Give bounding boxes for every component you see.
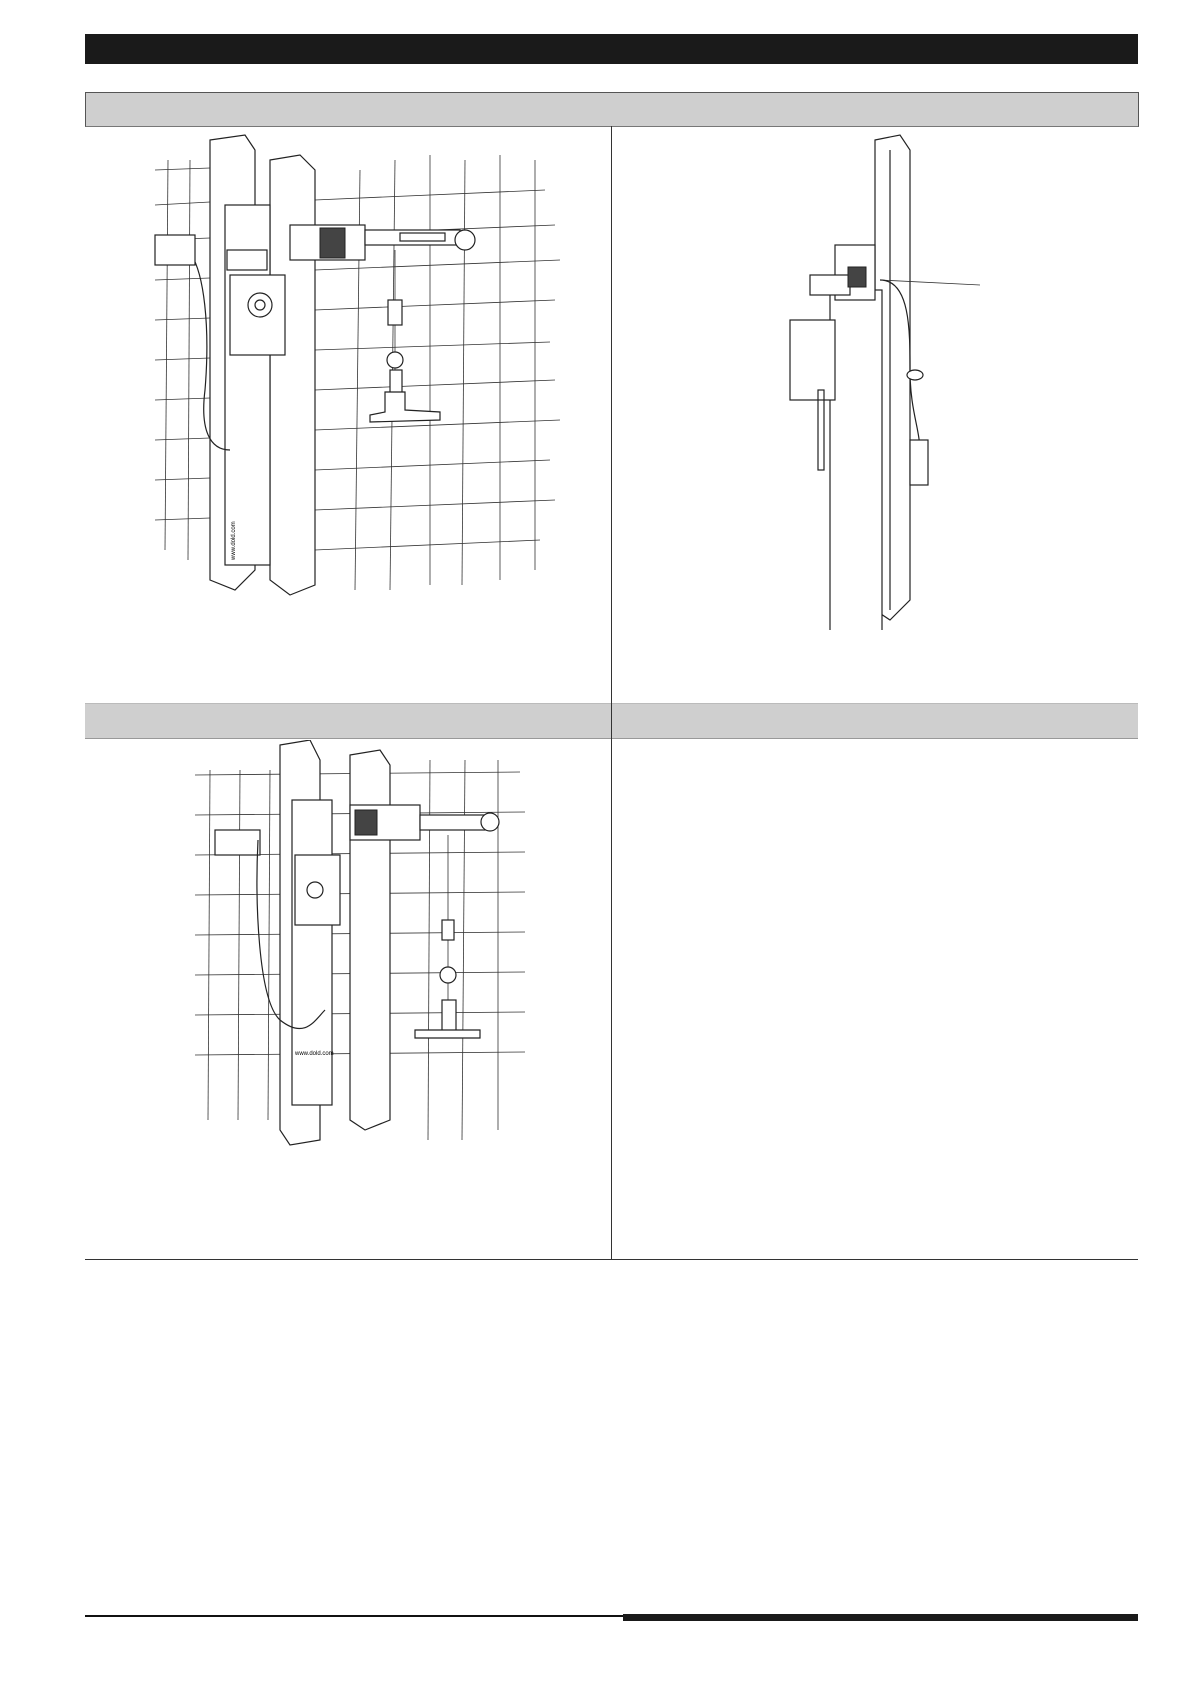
page-header-bar — [85, 34, 1138, 64]
figure-gate-mounting-side — [770, 130, 990, 630]
figure1-brand-label: www.dold.com — [231, 521, 237, 560]
footer-rule-thin — [85, 1615, 625, 1617]
panel-header-bottom-left — [85, 703, 611, 739]
figure-gate-mounting-front — [150, 130, 570, 600]
panel-header-bottom-right — [612, 703, 1138, 739]
section-bottom-rule — [85, 1259, 1138, 1260]
figure3-brand-label: www.dold.com — [295, 1051, 334, 1057]
figure-gate-mounting-alternate — [180, 740, 540, 1150]
column-divider — [611, 126, 612, 1259]
footer-rule-thick — [623, 1614, 1138, 1621]
section-header-bar — [85, 92, 1139, 127]
